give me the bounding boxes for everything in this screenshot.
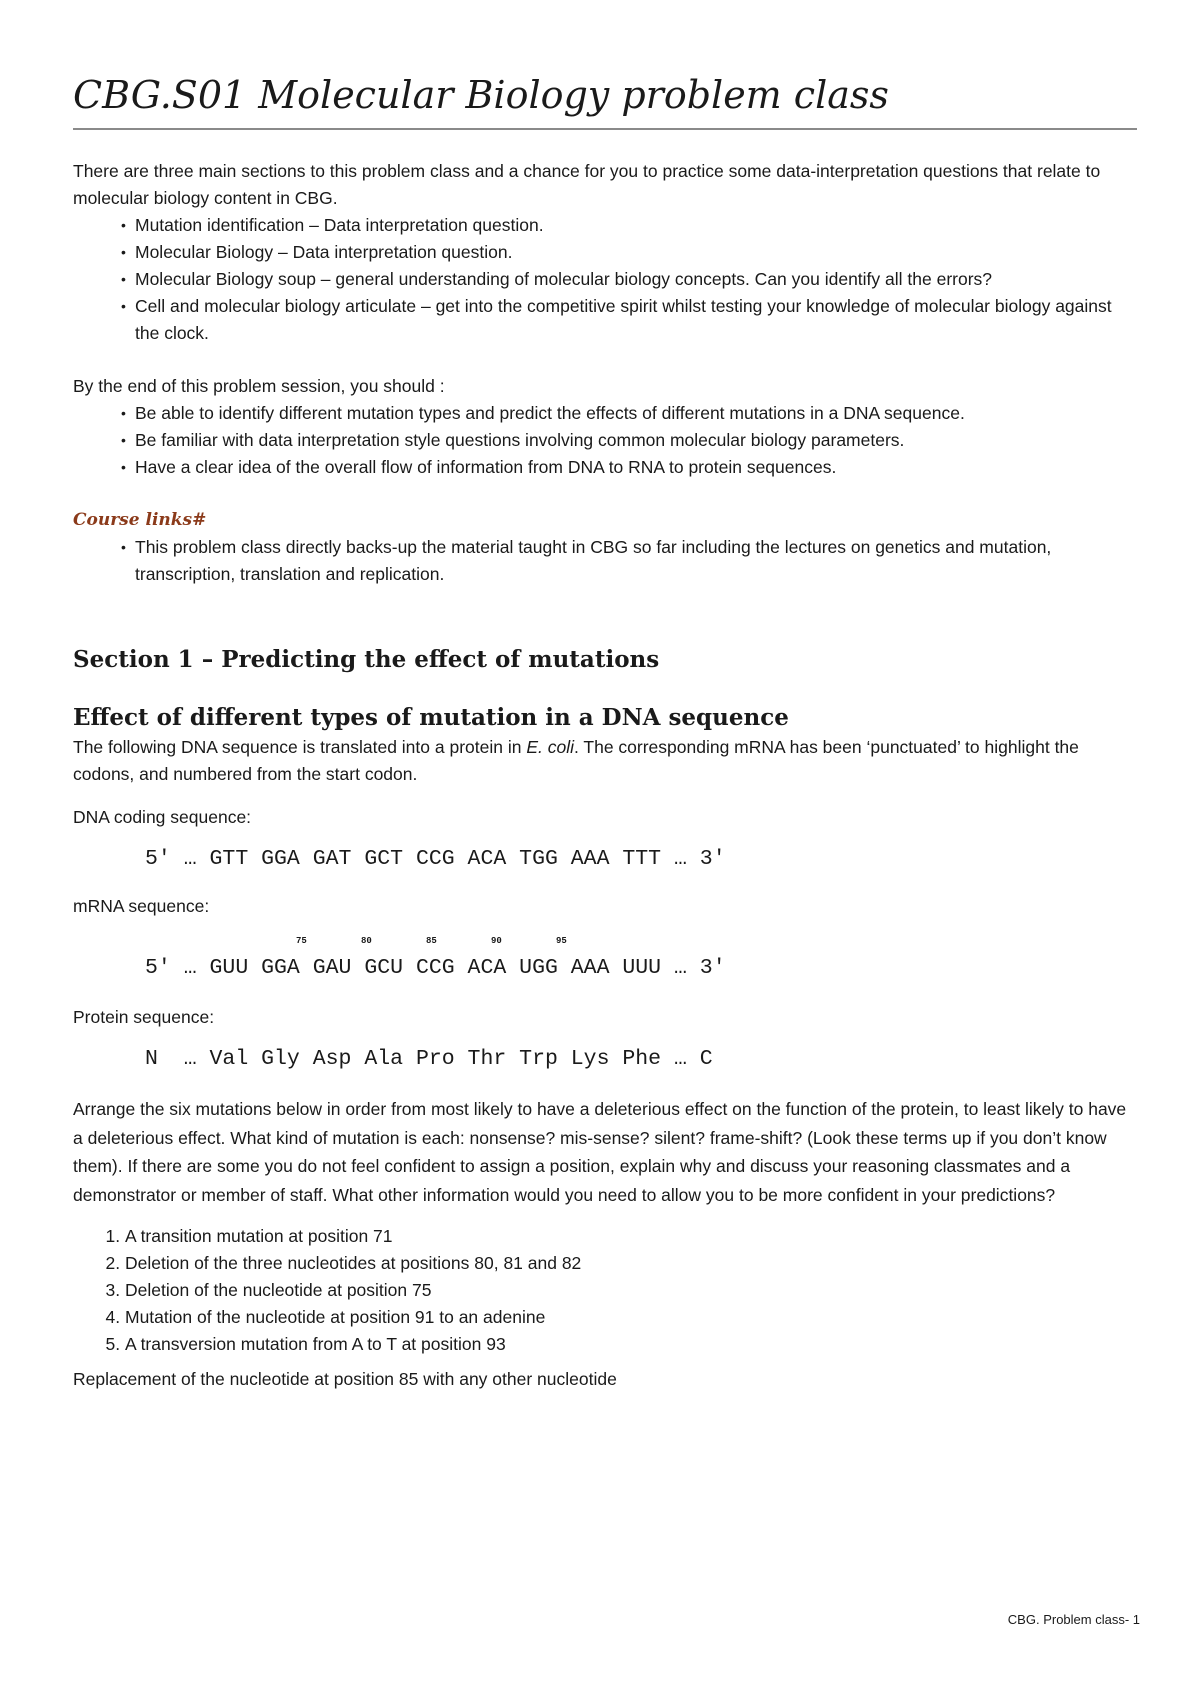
question-paragraph: Arrange the six mutations below in order from most likely to have a deleterious effect on the function of the protein, to least likely to have a deleterious effect. What kind of mutation is each: nonsense? mis-sense? silent? frame-shift? (Look these terms up if you don’t know them). If there are some you do not feel confident to assign a position, explain why and discuss your reasoning classmates and a demonstrator or member of staff. What other information would you need to allow you to be more confident in your predictions? <box>73 1099 1127 1205</box>
species-name: E. coli <box>526 737 574 757</box>
list-item: • Molecular Biology soup – general understanding of molecular biology concepts. Can you identify all the errors? <box>123 266 1137 293</box>
intro-paragraph: There are three main sections to this problem class and a chance for you to practice some data-interpretation questions that relate to molecular biology content in CBG. <box>73 161 1101 208</box>
extra-mutation: Replacement of the nucleotide at position 85 with any other nucleotide <box>73 1369 617 1389</box>
mrna-block <box>73 936 1137 982</box>
page-footer: CBG. Problem class- 1 <box>1007 1612 1140 1627</box>
list-item: • Cell and molecular biology articulate – get into the competitive spirit whilst testing your knowledge of molecular biology against the clock. <box>123 293 1137 347</box>
objectives-list <box>73 400 1137 481</box>
position-marker: 95 <box>556 936 567 946</box>
list-item: • Mutation identification – Data interpretation question. <box>123 212 1137 239</box>
list-item: • Have a clear idea of the overall flow of information from DNA to RNA to protein sequences. <box>123 454 1137 481</box>
page-title: CBG.S01 Molecular Biology problem class <box>73 70 1137 130</box>
list-item: 5. A transversion mutation from A to T at position 93 <box>125 1331 1137 1358</box>
sections-list <box>73 212 1137 347</box>
position-marker: 85 <box>426 936 437 946</box>
list-item: • Be able to identify different mutation types and predict the effects of different mutations in a DNA sequence. <box>123 400 1137 427</box>
section-1-heading: Section 1 – Predicting the effect of mutations <box>73 646 660 673</box>
protein-label: Protein sequence: <box>73 1007 215 1027</box>
position-marker: 90 <box>491 936 502 946</box>
list-item: 2. Deletion of the three nucleotides at positions 80, 81 and 82 <box>125 1250 1137 1277</box>
position-marker: 80 <box>361 936 372 946</box>
list-item: 4. Mutation of the nucleotide at position 91 to an adenine <box>125 1304 1137 1331</box>
list-item: 3. Deletion of the nucleotide at position 75 <box>125 1277 1137 1304</box>
protein-sequence: N … Val Gly Asp Ala Pro Thr Trp Lys Phe … C <box>145 1047 713 1071</box>
list-item: • Molecular Biology – Data interpretation question. <box>123 239 1137 266</box>
subheading: Effect of different types of mutation in a DNA sequence <box>73 704 789 731</box>
mutations-list <box>73 1223 1137 1358</box>
mrna-label: mRNA sequence: <box>73 896 210 916</box>
dna-label: DNA coding sequence: <box>73 807 252 827</box>
course-links-heading: Course links# <box>73 510 207 530</box>
list-item: 1. A transition mutation at position 71 <box>125 1223 1137 1250</box>
position-marker: 75 <box>296 936 307 946</box>
objectives-intro: By the end of this problem session, you should : <box>73 376 445 396</box>
dna-sequence: 5' … GTT GGA GAT GCT CCG ACA TGG AAA TTT … 3' <box>145 847 726 871</box>
list-item: • Be familiar with data interpretation style questions involving common molecular biology parameters. <box>123 427 1137 454</box>
document-page <box>73 70 1137 1393</box>
description-paragraph: The following DNA sequence is translated into a protein in E. coli. The corresponding mRNA has been ‘punctuated’ to highlight the codons, and numbered from the start codon. <box>73 737 1079 784</box>
list-item: • This problem class directly backs-up the material taught in CBG so far including the lectures on genetics and mutation, transcription, translation and replication. <box>123 534 1137 588</box>
mrna-sequence: 5' … GUU GGA GAU GCU CCG ACA UGG AAA UUU … 3' <box>145 956 726 980</box>
course-links-list <box>73 534 1137 588</box>
